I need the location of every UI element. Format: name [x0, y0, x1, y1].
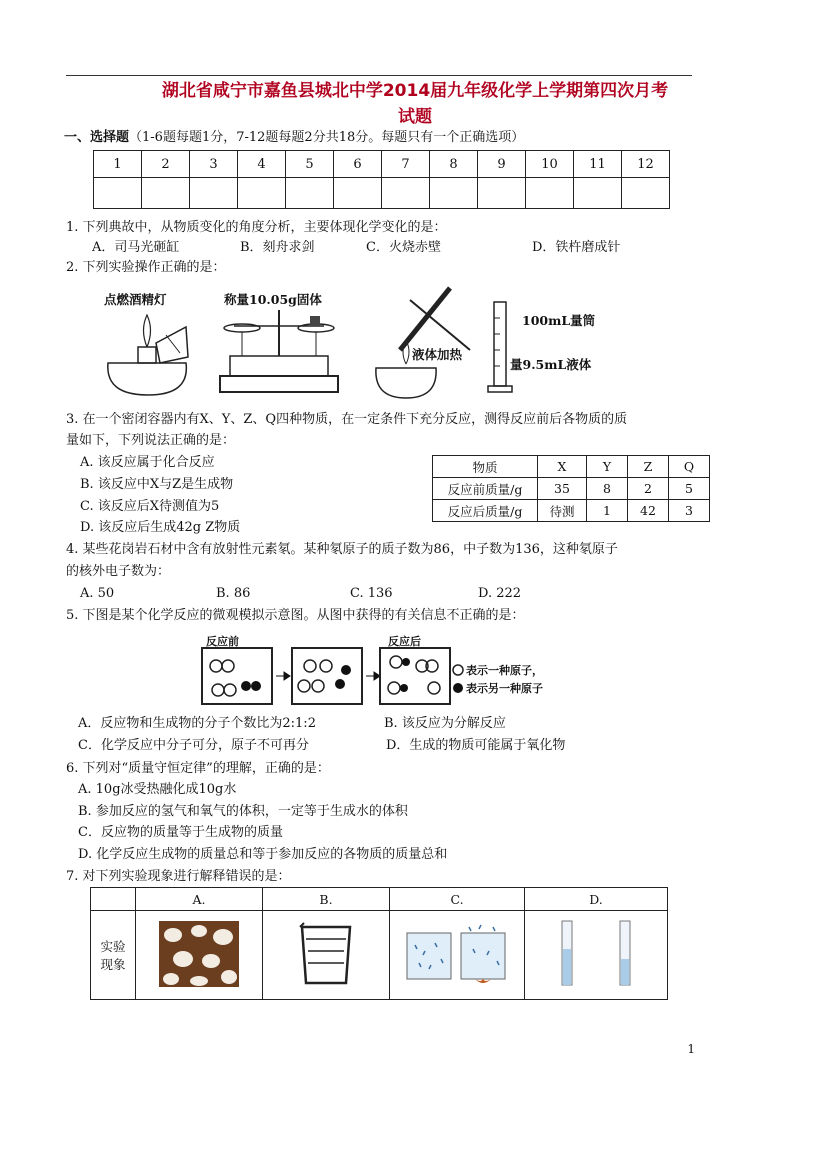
q4-stem-2: 的核外电子数为：	[66, 564, 171, 579]
mass-header-cell: X	[538, 456, 587, 478]
mass-cell: 3	[669, 500, 710, 522]
q5-option-d: D．生成的物质可能属于氧化物	[386, 738, 566, 753]
q7-col-b: B.	[263, 888, 390, 911]
q5-stem: 5. 下图是某个化学反应的微观模拟示意图。从图中获得的有关信息不正确的是：	[66, 608, 525, 623]
fig-label-before: 反应前	[206, 635, 239, 648]
fig-label-after: 反应后	[388, 635, 421, 648]
mass-cell: 35	[538, 478, 587, 500]
answer-cell[interactable]	[622, 178, 670, 209]
q6-option-a: A. 10g冰受热融化成10g水	[78, 782, 237, 797]
answer-cell[interactable]	[430, 178, 478, 209]
answer-table	[93, 150, 670, 209]
balance-figure	[212, 300, 347, 400]
answer-cell[interactable]	[382, 178, 430, 209]
q4-option-a: A. 50	[80, 586, 115, 601]
mass-header-cell: Z	[628, 456, 669, 478]
q1-option-b: B．刻舟求剑	[240, 240, 315, 255]
section-heading	[64, 128, 524, 148]
fig-label-heating: 液体加热	[412, 347, 463, 362]
fig-label-measure: 量9.5mL液体	[510, 357, 592, 372]
q6-option-b: B. 参加反应的氢气和氧气的体积，一定等于生成水的体积	[78, 804, 408, 819]
q7-table	[90, 887, 668, 1000]
fig-label-balance: 称量10.05g固体	[224, 292, 322, 307]
fig-label-cylinder: 100mL量筒	[522, 313, 596, 328]
q7-corner-cell	[91, 888, 136, 911]
q2-stem: 2. 下列实验操作正确的是：	[66, 260, 226, 275]
answer-cell[interactable]	[574, 178, 622, 209]
q7-row-label	[91, 911, 136, 1000]
answer-number: 9	[478, 151, 526, 178]
answer-cell[interactable]	[478, 178, 526, 209]
mass-cell: 反应后质量/g	[433, 500, 538, 522]
answer-number: 2	[142, 151, 190, 178]
q7-col-c: C.	[390, 888, 525, 911]
mass-cell: 42	[628, 500, 669, 522]
mass-table-row	[433, 478, 710, 500]
mass-table-row	[433, 500, 710, 522]
q1-option-a: A．司马光砸缸	[92, 240, 180, 255]
mass-cell: 1	[587, 500, 628, 522]
answer-number: 11	[574, 151, 622, 178]
q7-image-a	[136, 911, 263, 1000]
answer-number: 5	[286, 151, 334, 178]
q3-option-a: A. 该反应属于化合反应	[80, 455, 215, 470]
fig-legend-atom-1: 表示一种原子，	[466, 664, 543, 677]
q4-option-c: C. 136	[350, 586, 393, 601]
mass-cell: 8	[587, 478, 628, 500]
q5-option-a: A．反应物和生成物的分子个数比为2:1:2	[78, 716, 316, 731]
porous-texture-image	[159, 921, 239, 987]
q3-stem-1: 3. 在一个密闭容器内有X、Y、Z、Q四种物质，在一定条件下充分反应，测得反应前后各物质的质	[66, 412, 628, 427]
answer-cell[interactable]	[142, 178, 190, 209]
answer-cell[interactable]	[238, 178, 286, 209]
mass-header-cell: Q	[669, 456, 710, 478]
answer-cell[interactable]	[286, 178, 334, 209]
graduated-cylinder-figure	[486, 298, 516, 398]
mass-header-cell: Y	[587, 456, 628, 478]
mass-cell: 待测	[538, 500, 587, 522]
answer-table-blank-row	[94, 178, 670, 209]
answer-number: 6	[334, 151, 382, 178]
q7-stem: 7. 对下列实验现象进行解释错误的是：	[66, 869, 291, 884]
q7-image-c	[390, 911, 525, 1000]
mass-header-cell: 物质	[433, 456, 538, 478]
q7-header-row	[91, 888, 668, 911]
q1-option-c: C．火烧赤壁	[366, 240, 441, 255]
q7-image-d	[525, 911, 668, 1000]
answer-number: 12	[622, 151, 670, 178]
q1-stem: 1. 下列典故中，从物质变化的角度分析，主要体现化学变化的是：	[66, 220, 447, 235]
q7-content-row	[91, 911, 668, 1000]
q5-option-c: C．化学反应中分子可分，原子不可再分	[78, 738, 309, 753]
answer-cell[interactable]	[94, 178, 142, 209]
q3-stem-2: 量如下，下列说法正确的是：	[66, 433, 236, 448]
page-title: 湖北省咸宁市嘉鱼县城北中学2014届九年级化学上学期第四次月考	[161, 81, 669, 101]
mass-cell: 5	[669, 478, 710, 500]
q7-image-b	[263, 911, 390, 1000]
answer-number: 1	[94, 151, 142, 178]
q5-option-b: B. 该反应为分解反应	[384, 716, 506, 731]
q6-option-d: D. 化学反应生成物的质量总和等于参加反应的各物质的质量总和	[78, 847, 448, 862]
q6-stem: 6. 下列对“质量守恒定律”的理解，正确的是：	[66, 761, 330, 776]
answer-number: 7	[382, 151, 430, 178]
fig-label-lamp: 点燃酒精灯	[104, 292, 167, 307]
q4-stem-1: 4. 某些花岗岩石材中含有放射性元素氡。某种氡原子的质子数为86，中子数为136，这种氡原子	[66, 542, 618, 557]
page-title-line2: 试题	[398, 107, 432, 127]
answer-cell[interactable]	[526, 178, 574, 209]
q4-option-b: B. 86	[216, 586, 251, 601]
q4-option-d: D. 222	[478, 586, 522, 601]
answer-number: 4	[238, 151, 286, 178]
heating-liquid-figure	[370, 280, 480, 400]
answer-cell[interactable]	[190, 178, 238, 209]
section-note: （1-6题每题1分，7-12题每题2分共18分。每题只有一个正确选项）	[129, 130, 525, 145]
q1-option-d: D．铁杵磨成针	[532, 240, 621, 255]
answer-number: 3	[190, 151, 238, 178]
fig-legend-atom-2: 表示另一种原子	[466, 682, 543, 695]
q7-row-label-line2: 现象	[100, 957, 126, 972]
mass-table	[432, 455, 710, 522]
page-number: 1	[687, 1042, 695, 1056]
mass-table-header	[433, 456, 710, 478]
test-tubes-image	[546, 919, 646, 989]
header-rule	[66, 75, 692, 76]
answer-cell[interactable]	[334, 178, 382, 209]
q6-option-c: C．反应物的质量等于生成物的质量	[78, 825, 283, 840]
q3-option-d: D. 该反应后生成42g Z物质	[80, 520, 241, 535]
mass-cell: 反应前质量/g	[433, 478, 538, 500]
answer-table-header-row	[94, 151, 670, 178]
q7-col-a: A.	[136, 888, 263, 911]
beakers-diffusion-image	[401, 921, 513, 987]
q3-option-c: C. 该反应后X待测值为5	[80, 499, 220, 514]
section-title: 一、选择题	[64, 130, 130, 145]
q7-col-d: D.	[525, 888, 668, 911]
q7-row-label-line1: 实验	[100, 939, 126, 954]
answer-number: 8	[430, 151, 478, 178]
answer-number: 10	[526, 151, 574, 178]
beaker-image	[296, 921, 356, 987]
mass-cell: 2	[628, 478, 669, 500]
q3-option-b: B. 该反应中X与Z是生成物	[80, 477, 234, 492]
